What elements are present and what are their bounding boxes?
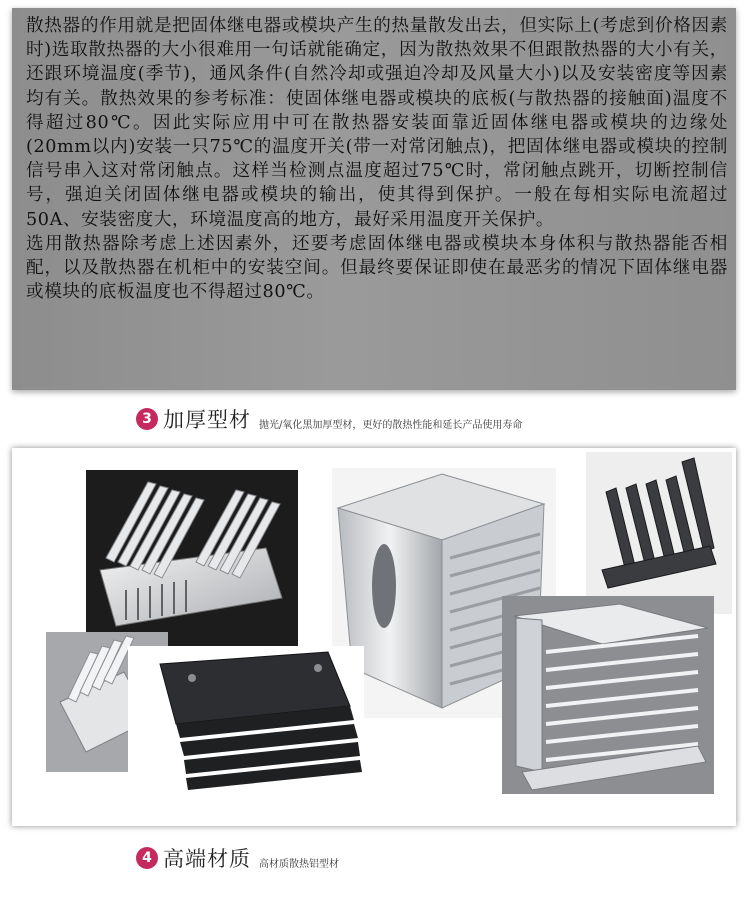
heatsink-photo-black-base [128,646,364,796]
description-panel [12,8,736,390]
section-subtitle: 高材质散热铝型材 [259,858,339,870]
section-number-badge: 3 [136,408,158,430]
section-title: 高端材质 [163,847,251,871]
heatsink-photo-collage [12,448,736,826]
section-number-badge: 4 [136,847,158,869]
section-4-header [136,842,339,874]
section-title: 加厚型材 [163,408,251,432]
heatsink-photo-black-fin [586,452,732,614]
heatsink-photo-wide-fin [502,596,714,794]
description-paragraph-1: 散热器的作用就是把固体继电器或模块产生的热量散发出去，但实际上(考虑到价格因素时)选取散热器的大小很难用一句话就能确定，因为散热效果不但跟散热器的大小有关，还跟环境温度(季节)，通风条件(自然冷却或强迫冷却及风量大小)以及安装密度等因素均有关。散热效果的参考标准：使固体继电器或模块的底板(与散热器的接触面)温度不得超过80℃。因此实际应用中可在散热器安装面靠近固体继电器或模块的边缘处(20mm以内)安装一只75℃的温度开关(带一对常闭触点)，把固体继电器或模块的控制信号串入这对常闭触点。这样当检测点温度超过75℃时，常闭触点跳开，切断控制信号，强迫关闭固体继电器或模块的输出，使其得到保护。一般在每相实际电流超过50A、安装密度大，环境温度高的地方，最好采用温度开关保护。 [26,16,728,230]
section-3-header [136,403,522,435]
description-paragraph-2: 选用散热器除考虑上述因素外，还要考虑固体继电器或模块本身体积与散热器能否相配，以及散热器在机柜中的安装空间。但最终要保证即使在最恶劣的情况下固体继电器或模块的底板温度也不得超过80℃。 [26,233,728,303]
section-subtitle: 抛光/氧化黑加厚型材，更好的散热性能和延长产品使用寿命 [259,419,523,431]
